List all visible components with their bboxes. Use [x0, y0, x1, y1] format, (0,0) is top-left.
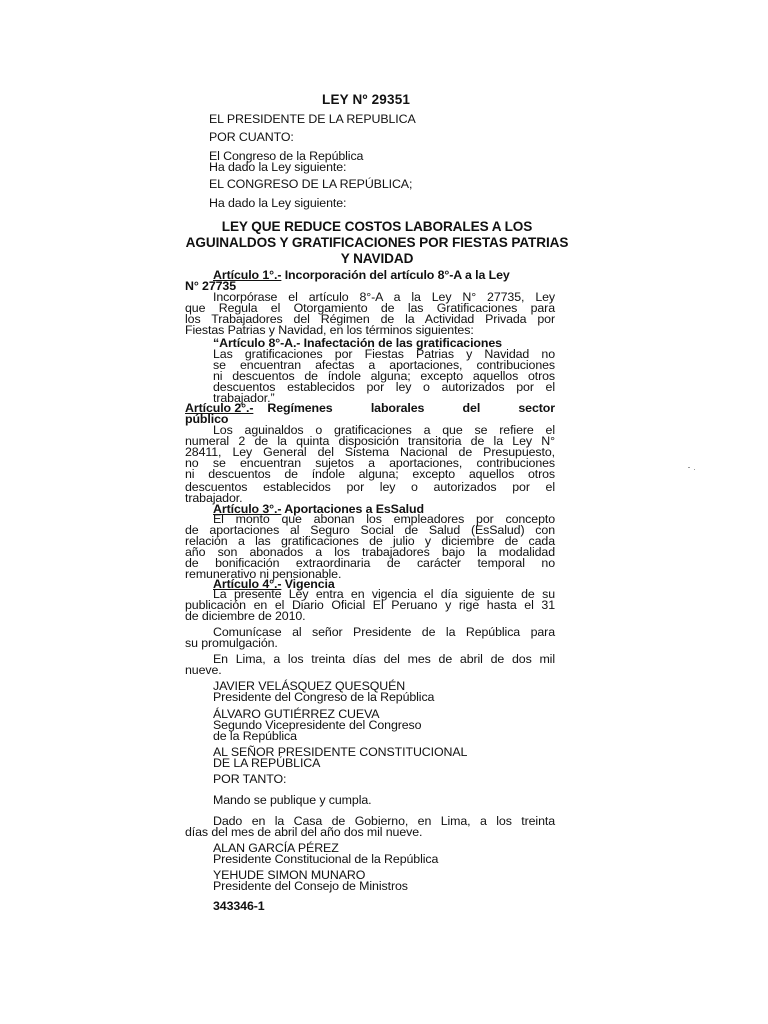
signatory-2-role-1: Segundo Vicepresidente del Congreso	[213, 718, 422, 732]
art8a-line-5: trabajador.”	[213, 391, 275, 405]
art2-line-4: no se encuentran sujetos a aportaciones, contribuciones	[185, 456, 555, 470]
art4-line-2: publicación en el Diario Oficial El Peruano y rige hasta el 31	[185, 598, 555, 612]
art3-line-5: de bonificación extraordinaria de carácter temporal no	[185, 556, 555, 570]
art8a-title: “Artículo 8°-A.- Inafectación de las gratificaciones	[213, 336, 502, 350]
art1-label: Artículo 1°.-	[213, 268, 282, 282]
mando-line: Mando se publique y cumpla.	[213, 793, 372, 807]
scan-speck	[694, 469, 695, 470]
executive-1-role: Presidente Constitucional de la República	[213, 852, 439, 866]
addressee-line-1: AL SEÑOR PRESIDENTE CONSTITUCIONAL	[213, 745, 468, 759]
congress-line-2: Ha dado la Ley siguiente:	[209, 160, 347, 174]
signatory-1-role: Presidente del Congreso de la República	[213, 690, 435, 704]
art2-line-2: numeral 2 de la quinta disposición transitoria de la Ley N°	[185, 434, 555, 448]
art8a-line-1: Las gratificaciones por Fiestas Patrias y Navidad no	[213, 347, 555, 361]
art1-line-3: los Trabajadores del Régimen de la Actividad Privada por	[185, 312, 555, 326]
reference-number: 343346-1	[213, 899, 265, 913]
president-line: EL PRESIDENTE DE LA REPUBLICA	[209, 112, 416, 126]
art8a-line-3: ni descuentos de índole alguna; excepto aquellos otros	[213, 369, 555, 383]
por-cuanto-line: POR CUANTO:	[209, 130, 294, 144]
art1-line-1: Incorpórase el artículo 8°-A a la Ley N° 27735, Ley	[213, 290, 555, 304]
art2-line-1: Los aguinaldos o gratificaciones a que se refiere el	[213, 423, 555, 437]
art1-title-a: Incorporación del artículo 8°-A a la Ley	[284, 268, 510, 282]
comuniquese-line-1: Comunícase al señor Presidente de la República para	[213, 625, 555, 639]
law-heading: LEY QUE REDUCE COSTOS LABORALES A LOS AGUINALDOS Y GRATIFICACIONES POR FIESTAS PATRIAS Y NAVIDAD	[185, 219, 569, 266]
executive-2-name: YEHUDE SIMON MUNARO	[213, 868, 366, 882]
dado-casa-line-2: días del mes de abril del año dos mil nueve.	[185, 825, 423, 839]
dado-casa-line-1: Dado en la Casa de Gobierno, en Lima, a los treinta	[213, 814, 555, 828]
art3-line-3: relación a las gratificaciones de julio y diciembre de cada	[185, 534, 555, 548]
art1-title-b: N° 27735	[185, 279, 237, 293]
art1-line-4: Fiestas Patrias y Navidad, en los términos siguientes:	[185, 323, 474, 337]
executive-1-name: ALAN GARCÍA PÉREZ	[213, 841, 339, 855]
executive-2-role: Presidente del Consejo de Ministros	[213, 879, 408, 893]
art3-line-6: remunerativo ni pensionable.	[185, 567, 342, 581]
dado-ley-line: Ha dado la Ley siguiente:	[209, 196, 347, 210]
art4-line-1: La presente Ley entra en vigencia el día siguiente de su	[213, 587, 555, 601]
por-tanto-line: POR TANTO:	[213, 772, 287, 786]
art2-line-7: trabajador.	[185, 491, 243, 505]
art2-line-3: 28411, Ley General del Sistema Nacional de Presupuesto,	[185, 445, 555, 459]
art3-line-4: año son abonados a los trabajadores bajo la modalidad	[185, 545, 555, 559]
art4-line-3: de diciembre de 2010.	[185, 609, 306, 623]
art2-label: Artículo 2°.-	[185, 401, 254, 415]
signatory-2-role-2: de la República	[213, 729, 297, 743]
addressee-line-2: DE LA REPÚBLICA	[213, 756, 321, 770]
scan-speck	[688, 467, 690, 468]
art2-title-a: Regímenes laborales del sector	[267, 401, 555, 415]
lima-line-1: En Lima, a los treinta días del mes de abril de dos mil	[213, 652, 555, 666]
law-number-title: LEY Nº 29351	[322, 92, 411, 107]
art8a-line-2: se encuentran afectas a aportaciones, contribuciones	[213, 358, 555, 372]
art2-title-b: público	[185, 412, 229, 426]
art4-label: Artículo 4°.-	[213, 577, 282, 591]
art8a-line-4: descuentos establecidos por ley o autorizados por el	[213, 380, 555, 394]
signatory-1-name: JAVIER VELÁSQUEZ QUESQUÉN	[213, 679, 406, 693]
art2-title-line	[185, 402, 555, 415]
art3-line-2: de aportaciones al Seguro Social de Salud (EsSalud) con	[185, 523, 555, 537]
art2-line-5: ni descuentos de índole alguna; excepto aquellos otros	[185, 467, 555, 481]
congress-caps-line: EL CONGRESO DE LA REPÚBLICA;	[209, 177, 413, 191]
lima-line-2: nueve.	[185, 663, 222, 677]
art3-line-1: El monto que abonan los empleadores por concepto	[213, 512, 555, 526]
art4-title: Vigencia	[284, 577, 335, 591]
art3-label: Artículo 3°.-	[213, 502, 282, 516]
comuniquese-line-2: su promulgación.	[185, 636, 278, 650]
congress-line-1: El Congreso de la República	[209, 149, 364, 163]
art1-line-2: que Regula el Otorgamiento de las Gratificaciones para	[185, 301, 555, 315]
art3-title: Aportaciones a EsSalud	[284, 502, 424, 516]
art2-line-6: descuentos establecidos por ley o autorizados por el	[185, 480, 555, 494]
signatory-2-name: ÁLVARO GUTIÉRREZ CUEVA	[213, 707, 380, 721]
art1-title-line	[213, 269, 555, 282]
